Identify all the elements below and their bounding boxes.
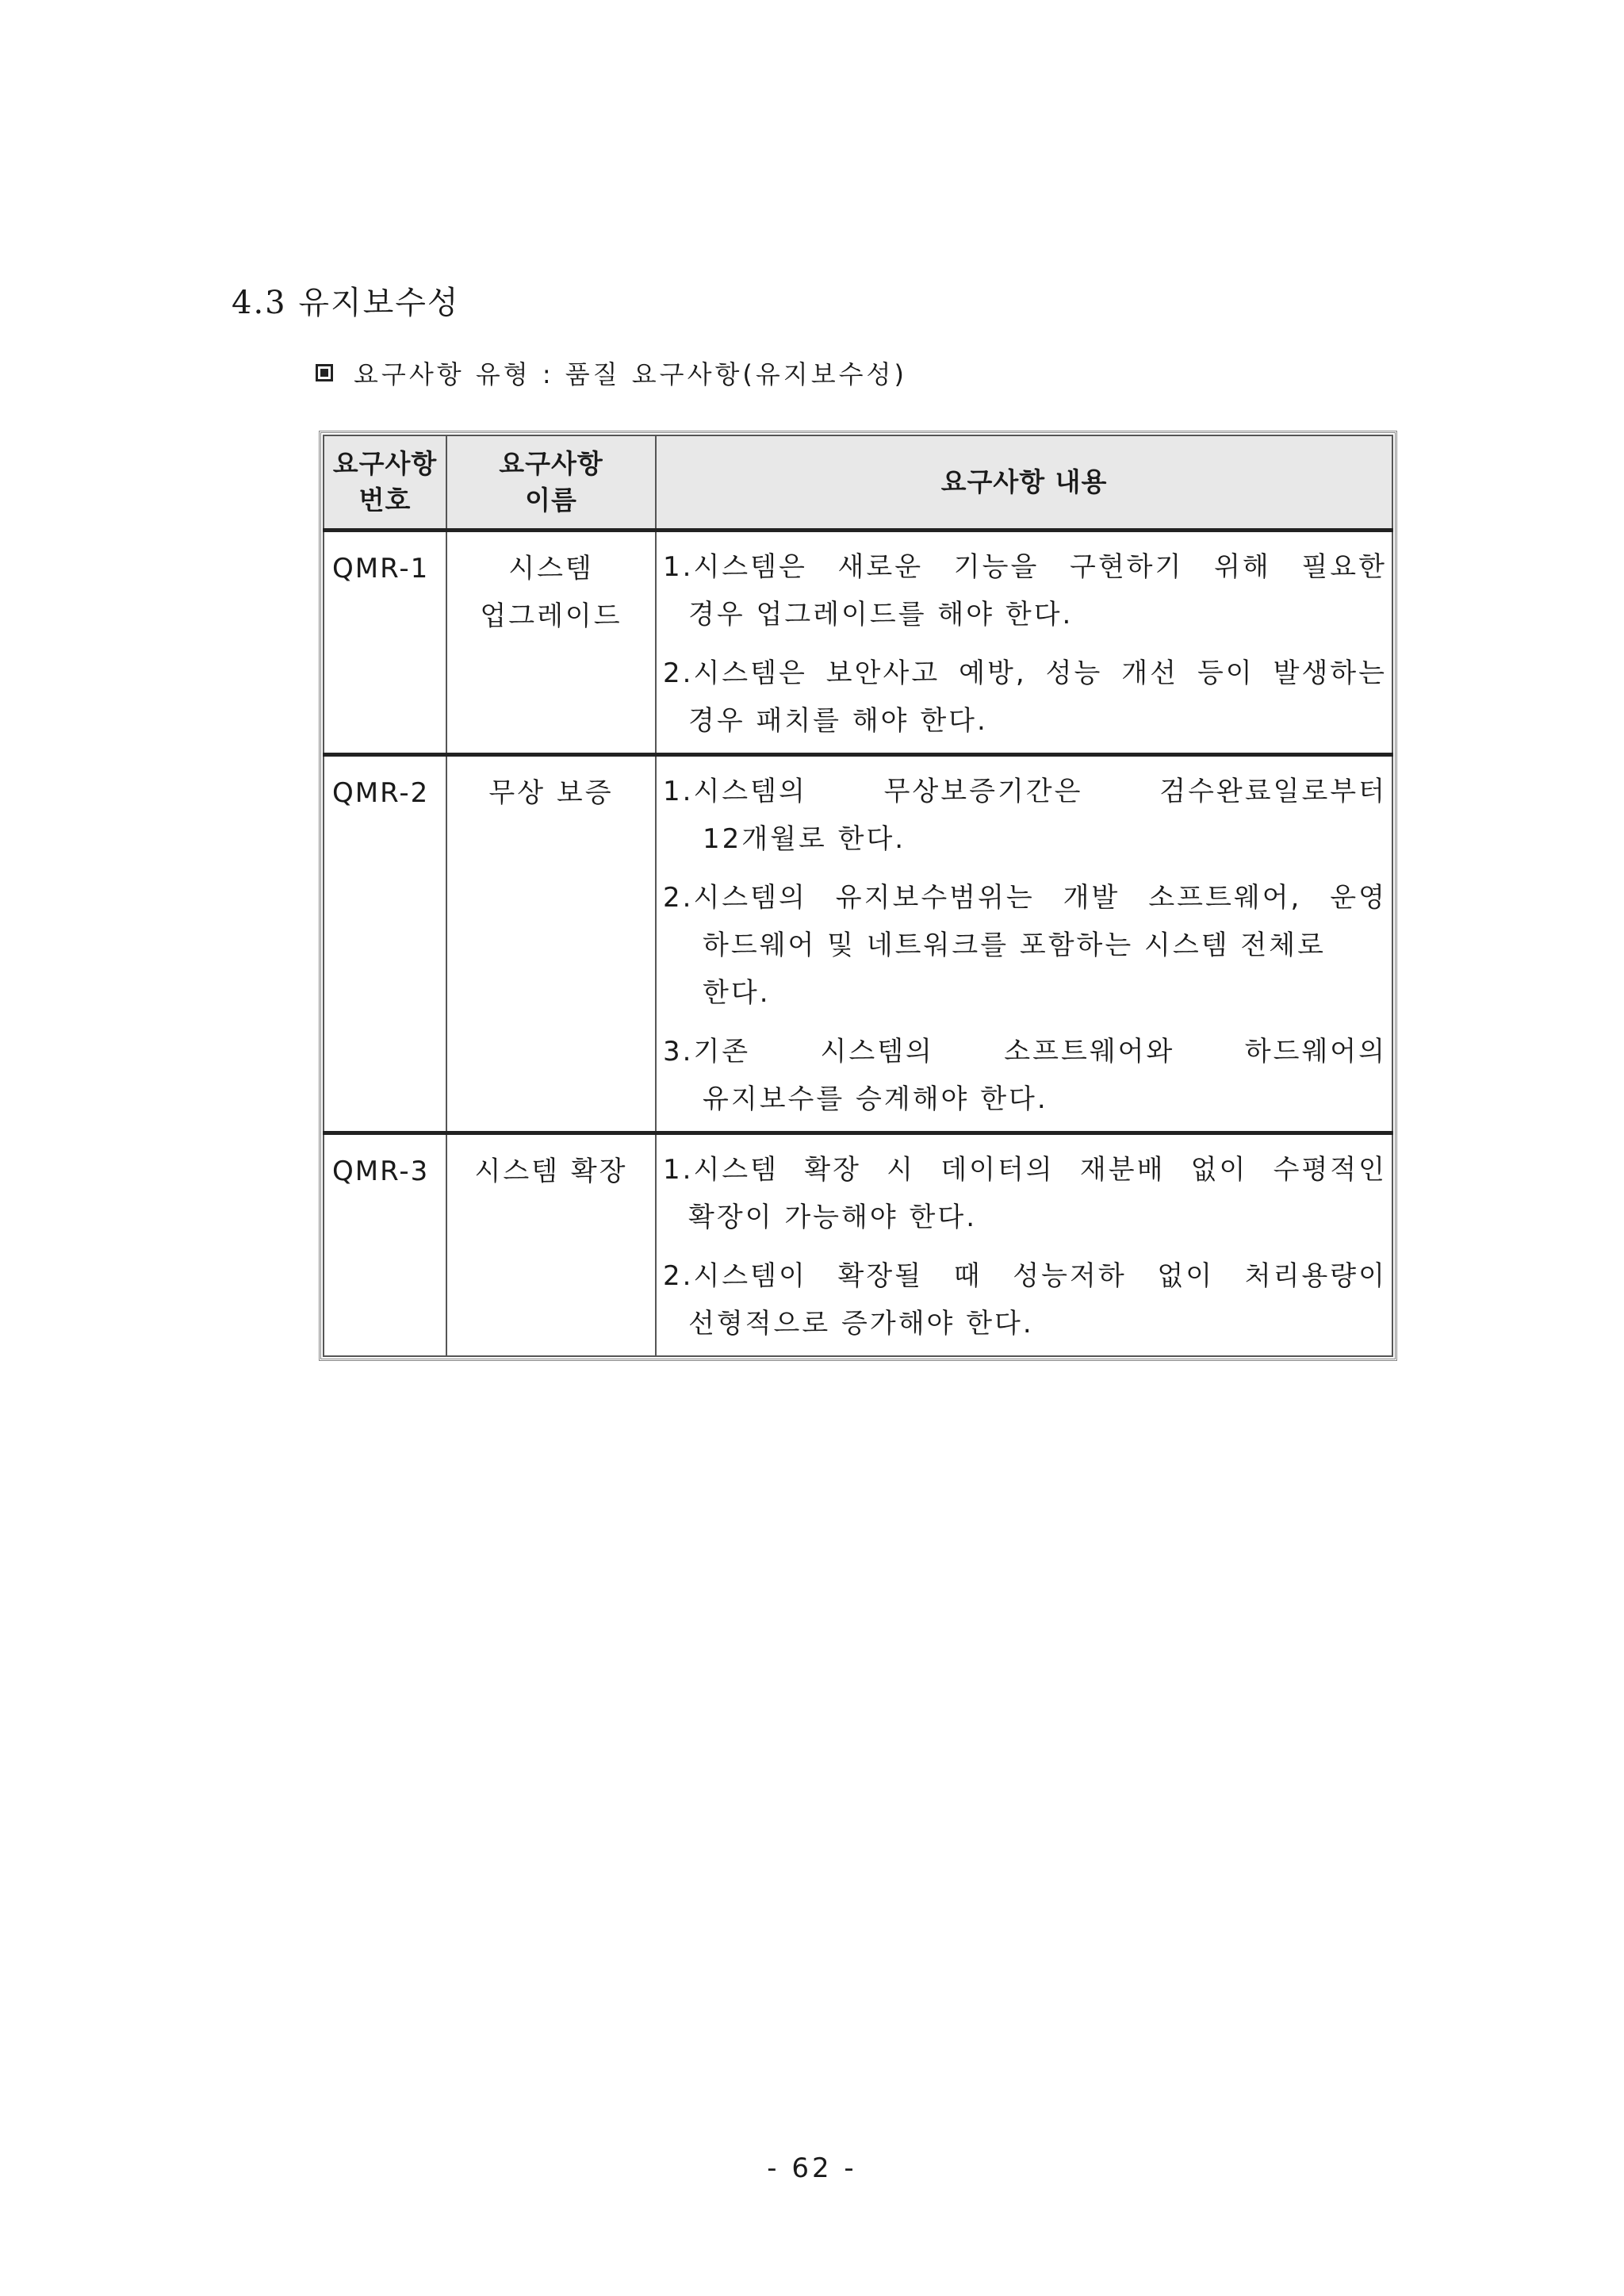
requirement-name-line: 무상 보증: [488, 777, 614, 809]
requirement-type-line: [316, 355, 907, 391]
requirement-item-first-line: 2.시스템이 확장될 때 성능저하 없이 처리용량이: [663, 1260, 1387, 1292]
requirement-name-line: 시스템 확장: [474, 1156, 628, 1187]
section-title: 4.3 유지보수성: [232, 285, 460, 321]
requirement-item-continuation: [663, 1075, 1387, 1123]
square-bullet-icon: [316, 364, 333, 381]
requirement-content: [656, 755, 1392, 1133]
requirement-content: [656, 531, 1392, 755]
requirement-item-continuation: [663, 591, 1387, 638]
requirement-item-first-line: 2.시스템은 보안사고 예방, 성능 개선 등이 발생하는: [663, 657, 1387, 689]
requirement-name: [446, 531, 656, 755]
header-name: 요구사항 이름: [446, 435, 656, 531]
requirement-item-line: 한다.: [703, 977, 771, 1009]
requirement-item-continuation: [663, 922, 1387, 1017]
requirement-item-first-line: 3.기존 시스템의 소프트웨어와 하드웨어의: [663, 1036, 1387, 1068]
requirement-item-line: 선형적으로 증가해야 한다.: [688, 1308, 1034, 1340]
requirement-item-line: 경우 업그레이드를 해야 한다.: [688, 599, 1074, 631]
requirement-item-line: 유지보수를 승계해야 한다.: [703, 1083, 1048, 1115]
requirement-item-continuation: [663, 1194, 1387, 1241]
requirement-item: [663, 650, 1387, 745]
requirement-id: QMR-3: [324, 1133, 446, 1357]
requirement-item: [663, 1252, 1387, 1347]
header-content: 요구사항 내용: [656, 435, 1392, 531]
requirement-item: [663, 543, 1387, 638]
requirements-table-frame: [319, 431, 1397, 1361]
requirement-name: [446, 755, 656, 1133]
requirements-table: [323, 435, 1393, 1357]
requirement-item-first-line: 1.시스템 확장 시 데이터의 재분배 없이 수평적인: [663, 1154, 1387, 1186]
table-row: [324, 755, 1392, 1133]
requirement-name-line: 업그레이드: [480, 600, 622, 632]
requirement-id: QMR-1: [324, 531, 446, 755]
requirement-item-line: 확장이 가능해야 한다.: [688, 1202, 978, 1233]
requirement-item-continuation: [663, 815, 1387, 863]
table-header-row: [324, 435, 1392, 531]
requirement-item-continuation: [663, 1300, 1387, 1347]
requirement-item: [663, 1028, 1387, 1123]
requirement-type-text: 요구사항 유형 : 품질 요구사항(유지보수성): [354, 359, 907, 389]
requirement-item: [663, 874, 1387, 1017]
requirement-item-line: 12개월로 한다.: [703, 823, 906, 855]
requirement-id: QMR-2: [324, 755, 446, 1133]
table-body: [324, 531, 1392, 1357]
requirement-item: [663, 768, 1387, 863]
requirement-item-first-line: 2.시스템의 유지보수범위는 개발 소프트웨어, 운영: [663, 882, 1387, 914]
requirement-item-line: 경우 패치를 해야 한다.: [688, 705, 988, 737]
requirement-name-line: 시스템: [508, 553, 594, 585]
requirement-item-continuation: [663, 697, 1387, 745]
requirement-item-first-line: 1.시스템의 무상보증기간은 검수완료일로부터: [663, 776, 1387, 807]
requirement-item: [663, 1146, 1387, 1241]
requirement-name: [446, 1133, 656, 1357]
page-number: - 62 -: [767, 2152, 857, 2184]
table-row: [324, 1133, 1392, 1357]
table-row: [324, 531, 1392, 755]
requirement-item-line: 하드웨어 및 네트워크를 포함하는 시스템 전체로: [703, 930, 1326, 961]
header-number: 요구사항 번호: [324, 435, 446, 531]
requirement-content: [656, 1133, 1392, 1357]
requirement-item-first-line: 1.시스템은 새로운 기능을 구현하기 위해 필요한: [663, 551, 1387, 583]
